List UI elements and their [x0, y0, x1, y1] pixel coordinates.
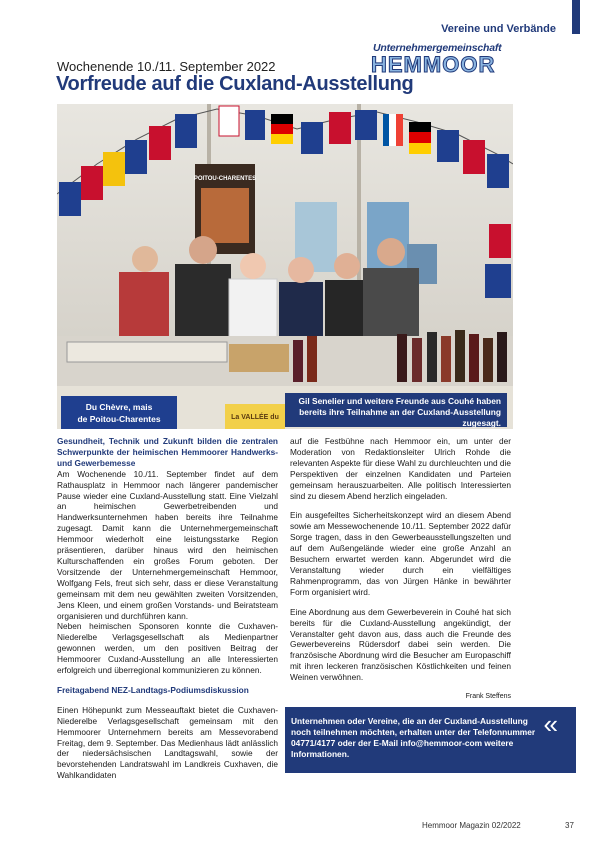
right-paragraph-3: Eine Abordnung aus dem Gewerbeverein in Couhé hat sich bereits für die Cuxland-Ausstellung angekündigt, der Veranstalter geht davon aus, dass auch die Freunde des Gewerbevereins Rüdersdorf dabei sein werden. Die französische Abordnung wird die Besucher am Europaschiff mit ihren leckeren französischen Köstlichkeiten und feinen Weinen verwöhnen. — [290, 606, 511, 683]
author-name: Frank Steffens — [465, 693, 511, 701]
photo-sign-vallee: La VALLÉE du — [231, 414, 279, 421]
logo-line1: Unternehmergemeinschaft — [373, 42, 502, 54]
info-box-text: Unternehmen oder Vereine, die an der Cuxland-Ausstellung noch teilnehmen möchten, erhalten unter der Telefonnummer 04771/4177 oder der E-Mail info@hemmoor-com weitere Informationen. — [291, 716, 536, 759]
info-box — [285, 707, 576, 773]
subheading: Freitagabend NEZ-Landtags-Podiumsdiskussion — [57, 684, 249, 695]
dateline: Wochenende 10./11. September 2022 — [57, 59, 276, 74]
footer-magazine: Hemmoor Magazin 02/2022 — [422, 821, 521, 830]
right-paragraph-2: Ein ausgefeiltes Sicherheitskonzept wird an diesem Abend sowie am Messewochenende 10./11. September 2022 dafür Sorge tragen, dass in den Gewerbeausstellungszelten und auf dem Außengelände wieder eine große Anzahl an Besuchern erwartet werden kann. Abgerundet wird die Veranstaltung wieder durch ein vielfältiges Rahmenprogramm, das von Jürgen Hänke in bewährter Form organisiert wird. — [290, 510, 511, 597]
left-paragraph-2: Neben heimischen Sponsoren konnte die Cuxhaven-Niederelbe Verlagsgesellschaft als Medienpartner gewonnen werden, um den positiven Beitrag der Hemmoorer Cuxland-Ausstellung an alle Interessierten erfolgreich und überregional kommunizieren zu können. — [57, 621, 278, 676]
photo-sign-chevre-1: Du Chèvre, mais — [85, 402, 153, 412]
right-column — [290, 436, 511, 712]
logo-line2: HEMMOOR — [371, 52, 496, 77]
photo-caption: Gil Senelier und weitere Freunde aus Couhé haben bereits ihre Teilnahme an der Cuxland-Ausstellung zugesagt. — [285, 393, 507, 427]
section-label: Vereine und Verbände — [441, 23, 556, 35]
left-column — [57, 436, 278, 790]
left-paragraph-3: Einen Höhepunkt zum Messeauftakt bietet die Cuxhaven-Niederelbe Verlagsgesellschaft gemeinsam mit den Hemmoorer Unternehmern bereits am Messevorabend Freitag, dem 9. September. Das Medienhaus lädt anlässlich der niedersächsischen Landtagswahl, sowie der bevorstehenden Landratswahl im Landkreis Cuxhaven, die Wahlkandidaten — [57, 704, 278, 781]
photo-sign-poitou: POITOU-CHARENTES — [193, 176, 257, 182]
left-paragraph-1: Am Wochenende 10./11. September findet auf dem Rathausplatz in Hemmoor nach längerer pandemischer Pause wieder eine Cuxland-Ausstellung statt. Eine Vielzahl an heimischen Gewerbetreibenden und Handwerksunternehmen haben bereits ihre Teilnahme zugesagt. Damit kann die Unternehmergemeinschaft Hemmoor wiederholt eine leistungsstarke Region präsentieren, darüber hinaus wird den heimischen Kulturschaffenden ein großes Forum geboten. Der Vorsitzende der Unternehmergemeinschaft Hemmoor, Wolfgang Fels, freut sich sehr, dass er diese Veranstaltung gemeinsam mit dem neu gewählten zweiten Vorsitzenden, Jens Kleen, und einem großen Vorstands- und Beiratsteam organisieren und durchführen kann. — [57, 468, 278, 621]
headline: Vorfreude auf die Cuxland-Ausstellung — [56, 73, 414, 95]
top-accent-bar — [572, 0, 580, 34]
quote-icon: « — [543, 709, 558, 739]
photo-sign-chevre-2: de Poitou-Charentes — [77, 414, 161, 424]
article-lead: Gesundheit, Technik und Zukunft bilden die zentralen Schwerpunkte der heimischen Hemmoorer Handwerks- und Gewerbemesse — [57, 436, 278, 468]
article-photo — [57, 104, 513, 429]
page-number: 37 — [565, 821, 574, 830]
right-paragraph-1: auf die Festbühne nach Hemmoor ein, um unter der Moderation von Redaktionsleiter Ulrich Rohde die relevanten Aspekte für diese Wahl zu durchleuchten und die Perspektiven der einzelnen Kandidaten und Parteien gemeinsam herauszuarbeiten. Alle politisch Interessierten sind zu diesem Abend herzlich eingeladen. — [290, 436, 511, 501]
